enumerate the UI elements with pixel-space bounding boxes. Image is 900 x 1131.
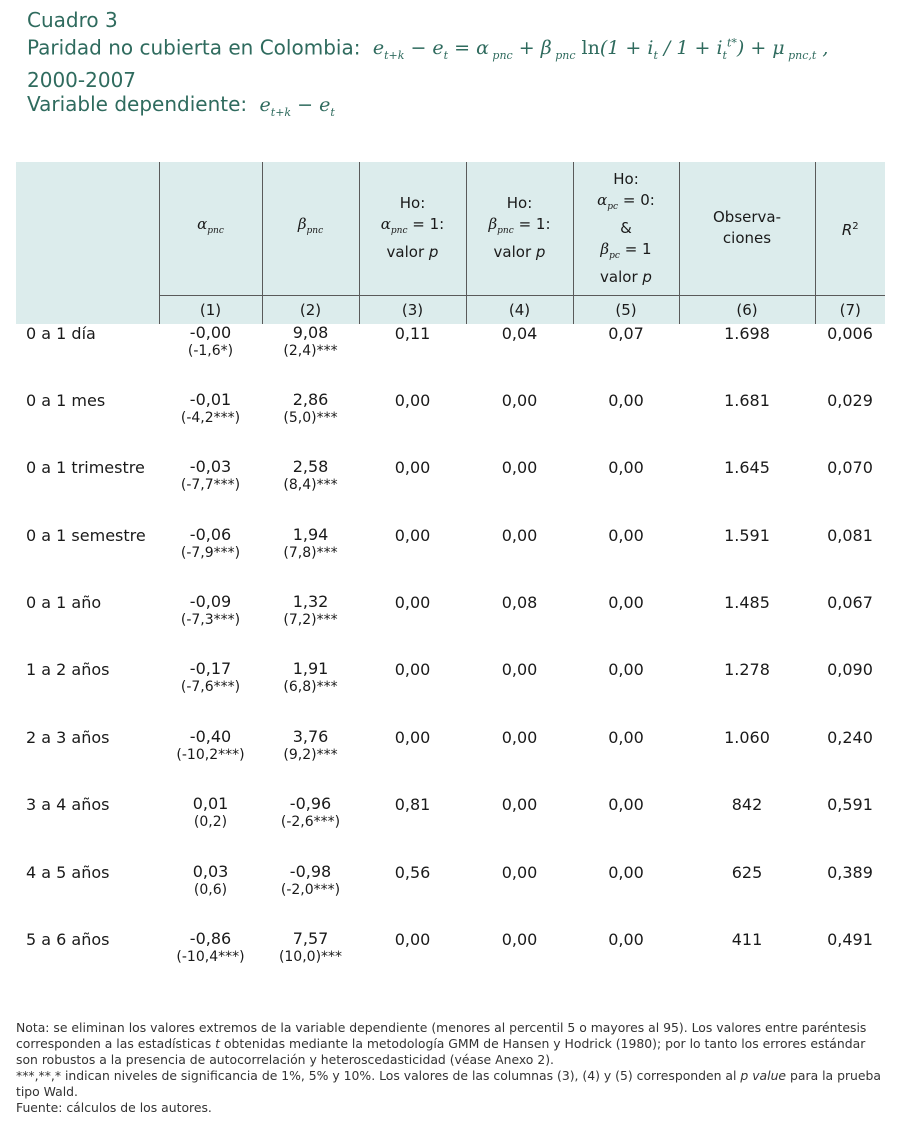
cell-value: 0 a 1 año [26,593,102,613]
t-statistic: (6,8)*** [283,679,338,696]
cell-value: 1.591 [724,525,770,545]
dependent-variable-formula: $e_{t+k} - e_t$ [253,94,335,119]
header-row [16,162,885,295]
cell-value: 0,81 [394,795,431,815]
pvalue-beta-cell [466,863,573,930]
cell-value: 0,00 [501,930,538,950]
coefficient: 0,01 [192,794,229,814]
cell-value: 0,00 [608,862,644,882]
beta-cell [262,930,359,997]
t-statistic: (-2,6***) [280,814,341,831]
cell-value: 0,00 [608,930,644,950]
cell-value: 0,00 [501,390,538,410]
header-ho-alpha: Ho: $\alpha_{pnc} = 1$: valor p [359,162,466,295]
t-statistic: (-7,9***) [180,544,241,561]
row-label [16,391,159,458]
title-line-4-text: Variable dependiente: [27,92,248,117]
note-methodology: Nota: se eliminan los valores extremos de la variable dependiente (menores al percentil 5 o mayores al 95). Los valores entre paréntesis corresponden a las estadísticas t obtenidas mediante la metodología GMM de Hansen y Hodrick (1980); por lo tanto los errores estándar son robustos a la presencia de autocorrelación y heteroscedasticidad (véase Anexo 2). [16,1020,867,1067]
pvalue-joint-cell [573,795,679,862]
header-ho-joint: Ho: $\alpha_{pc} = 0$: & $\beta_{pc} = 1$ valor p [573,162,679,295]
observations-cell [679,391,815,458]
title-line-3: 2000-2007 [27,68,137,93]
header-alpha: $\alpha_{pnc}$ [159,162,262,295]
t-statistic: (-2,0***) [280,881,341,898]
pvalue-alpha-cell [359,795,466,862]
table-row [16,526,885,593]
row-label [16,863,159,930]
note-significance: ***,**,* indican niveles de significancia de 1%, 5% y 10%. Los valores de las columnas (3), (4) y (5) corresponden al p value para la prueba tipo Wald. [16,1068,881,1099]
pvalue-joint-cell [573,728,679,795]
observations-cell [679,863,815,930]
header-blank [16,162,159,295]
cell-value: 5 a 6 años [26,930,110,950]
cell-value: 0,389 [827,862,873,882]
cell-value: 0,00 [608,458,644,478]
pvalue-beta-cell [466,660,573,727]
cell-value: 0,090 [827,660,873,680]
pvalue-joint-cell [573,863,679,930]
t-statistic: (-4,2***) [180,409,241,426]
title-line-2 [27,32,887,68]
cell-value: 1.645 [724,458,770,478]
r2-cell [815,526,885,593]
beta-cell [262,593,359,660]
r2-cell [815,728,885,795]
table-row [16,458,885,525]
t-statistic: (-7,6***) [180,679,241,696]
cell-value: 0,00 [394,727,431,747]
cell-value: 0,04 [501,323,538,343]
row-label [16,458,159,525]
cell-value: 0,070 [827,458,873,478]
column-number: (7) [815,295,885,324]
beta-cell [262,660,359,727]
alpha-cell [159,660,262,727]
cell-value: 1.485 [724,593,770,613]
alpha-cell [159,593,262,660]
cell-value: 0,56 [394,862,431,882]
observations-cell [679,795,815,862]
equation: $e_{t+k} - e_t = \alpha$ $_{pnc}$ + β $_{pnc}$ $\ln(1 + i_t / 1 + i_t^{t*}) + \mu$ $_{pnc,t}$ , [366,37,829,63]
beta-cell [262,863,359,930]
cell-value: 0,00 [501,862,538,882]
r2-cell [815,930,885,997]
t-statistic: (2,4)*** [283,342,338,359]
cell-value: 0,00 [501,660,538,680]
cell-value: 0,006 [827,323,873,343]
cell-value: 0,00 [608,727,644,747]
r2-cell [815,391,885,458]
cell-value: 0 a 1 trimestre [26,458,145,478]
column-number: (5) [573,295,679,324]
pvalue-beta-cell [466,728,573,795]
t-statistic: (7,8)*** [283,544,338,561]
pvalue-alpha-cell [359,930,466,997]
pvalue-beta-cell [466,324,573,391]
coefficient: 9,08 [292,322,329,342]
pvalue-joint-cell [573,391,679,458]
title-line-4 [27,92,887,125]
cell-value: 0,00 [608,795,644,815]
pvalue-alpha-cell [359,593,466,660]
column-number: (6) [679,295,815,324]
r2-cell [815,660,885,727]
t-statistic: (-7,7***) [180,477,241,494]
t-statistic: (-1,6*) [187,342,234,359]
cell-value: 0,00 [608,525,644,545]
coefficient: 0,03 [192,861,229,881]
pvalue-beta-cell [466,458,573,525]
cell-value: 3 a 4 años [26,795,110,815]
observations-cell [679,728,815,795]
alpha-cell [159,795,262,862]
header-r2: $R^2$ [815,162,885,295]
row-label [16,930,159,997]
observations-cell [679,593,815,660]
cell-value: 0 a 1 día [26,323,96,343]
alpha-cell [159,863,262,930]
cell-value: 0 a 1 semestre [26,525,146,545]
beta-cell [262,795,359,862]
alpha-cell [159,526,262,593]
coefficient: -0,06 [189,524,232,544]
coefficient: -0,40 [189,726,232,746]
pvalue-joint-cell [573,526,679,593]
r2-cell [815,324,885,391]
cell-value: 0,240 [827,727,873,747]
header-ho-beta: Ho: $\beta_{pnc} = 1$: valor p [466,162,573,295]
beta-cell [262,458,359,525]
cell-value: 4 a 5 años [26,862,110,882]
column-number: (2) [262,295,359,324]
r2-cell [815,458,885,525]
cell-value: 0,00 [394,930,431,950]
cell-value: 0,067 [827,593,873,613]
column-number: (1) [159,295,262,324]
cell-value: 0,07 [608,323,644,343]
cell-value: 0,00 [501,525,538,545]
table-row [16,324,885,391]
coefficient: -0,09 [189,592,232,612]
cell-value: 1.278 [724,660,770,680]
cell-value: 0,00 [501,458,538,478]
row-label [16,728,159,795]
table-row [16,391,885,458]
pvalue-joint-cell [573,324,679,391]
pvalue-beta-cell [466,526,573,593]
cell-value: 0,591 [827,795,873,815]
pvalue-alpha-cell [359,728,466,795]
column-number: (4) [466,295,573,324]
table-row [16,930,885,997]
pvalue-joint-cell [573,593,679,660]
t-statistic: (8,4)*** [283,477,338,494]
row-label [16,593,159,660]
t-statistic: (10,0)*** [278,949,343,966]
cell-value: 0,00 [501,795,538,815]
r2-cell [815,863,885,930]
cell-value: 0,081 [827,525,873,545]
alpha-cell [159,728,262,795]
coefficient: -0,96 [289,794,332,814]
cell-value: 0,00 [394,390,431,410]
t-statistic: (9,2)*** [283,746,338,763]
table-row [16,795,885,862]
pvalue-alpha-cell [359,526,466,593]
t-statistic: (7,2)*** [283,612,338,629]
observations-cell [679,526,815,593]
row-label [16,795,159,862]
cell-value: 0,00 [608,660,644,680]
cell-value: 0,00 [394,525,431,545]
pvalue-beta-cell [466,795,573,862]
cell-value: 1.060 [724,727,770,747]
column-number: (3) [359,295,466,324]
cell-value: 0,00 [394,660,431,680]
coefficient: 2,58 [292,457,329,477]
alpha-cell [159,930,262,997]
t-statistic: (0,2) [193,814,228,831]
coefficient: 2,86 [292,389,329,409]
cell-value: 2 a 3 años [26,727,110,747]
row-label [16,526,159,593]
cell-value: 0,491 [827,930,873,950]
alpha-cell [159,391,262,458]
cell-value: 0,00 [608,390,644,410]
observations-cell [679,660,815,727]
cell-value: 842 [731,795,763,815]
pvalue-alpha-cell [359,391,466,458]
t-statistic: (-10,2***) [176,746,245,763]
pvalue-joint-cell [573,458,679,525]
row-label [16,324,159,391]
table-row [16,593,885,660]
cell-value: 0,00 [394,458,431,478]
coefficient: 3,76 [292,726,329,746]
pvalue-beta-cell [466,593,573,660]
r2-cell [815,593,885,660]
cell-value: 625 [731,862,763,882]
beta-cell [262,526,359,593]
coefficient: 1,91 [292,659,329,679]
cell-value: 0,11 [394,323,431,343]
row-label [16,660,159,727]
coefficient: -0,98 [289,861,332,881]
pvalue-alpha-cell [359,863,466,930]
pvalue-beta-cell [466,391,573,458]
pvalue-beta-cell [466,930,573,997]
table-notes [16,1020,888,1116]
observations-cell [679,324,815,391]
column-number-row [16,295,885,324]
beta-cell [262,391,359,458]
coefficient: 1,32 [292,592,329,612]
header-beta: $\beta_{pnc}$ [262,162,359,295]
table-title [27,8,887,125]
cell-value: 411 [731,930,763,950]
observations-cell [679,458,815,525]
coefficient: 1,94 [292,524,329,544]
cell-value: 0,00 [501,727,538,747]
header-observations: Observa- ciones [679,162,815,295]
results-table [16,162,885,997]
column-number-blank [16,295,159,324]
r2-cell [815,795,885,862]
t-statistic: (-10,4***) [176,949,245,966]
cell-value: 0,029 [827,390,873,410]
t-statistic: (-7,3***) [180,612,241,629]
pvalue-alpha-cell [359,324,466,391]
coefficient: -0,03 [189,457,232,477]
coefficient: -0,86 [189,929,232,949]
table-row [16,728,885,795]
cell-value: 0,08 [501,593,538,613]
t-statistic: (0,6) [193,881,228,898]
observations-cell [679,930,815,997]
table-body [16,324,885,998]
title-line-2-text: Paridad no cubierta en Colombia: [27,35,361,60]
coefficient: -0,00 [189,322,232,342]
t-statistic: (5,0)*** [283,409,338,426]
pvalue-joint-cell [573,660,679,727]
beta-cell [262,728,359,795]
title-line-1: Cuadro 3 [27,8,118,32]
alpha-cell [159,324,262,391]
beta-cell [262,324,359,391]
coefficient: -0,01 [189,389,232,409]
cell-value: 0,00 [394,593,431,613]
alpha-cell [159,458,262,525]
cell-value: 1 a 2 años [26,660,110,680]
table-row [16,660,885,727]
pvalue-alpha-cell [359,458,466,525]
cell-value: 1.681 [724,390,770,410]
cell-value: 0,00 [608,593,644,613]
pvalue-alpha-cell [359,660,466,727]
coefficient: 7,57 [292,929,329,949]
note-source: Fuente: cálculos de los autores. [16,1100,212,1115]
coefficient: -0,17 [189,659,232,679]
cell-value: 0 a 1 mes [26,390,106,410]
table-row [16,863,885,930]
cell-value: 1.698 [724,323,770,343]
pvalue-joint-cell [573,930,679,997]
